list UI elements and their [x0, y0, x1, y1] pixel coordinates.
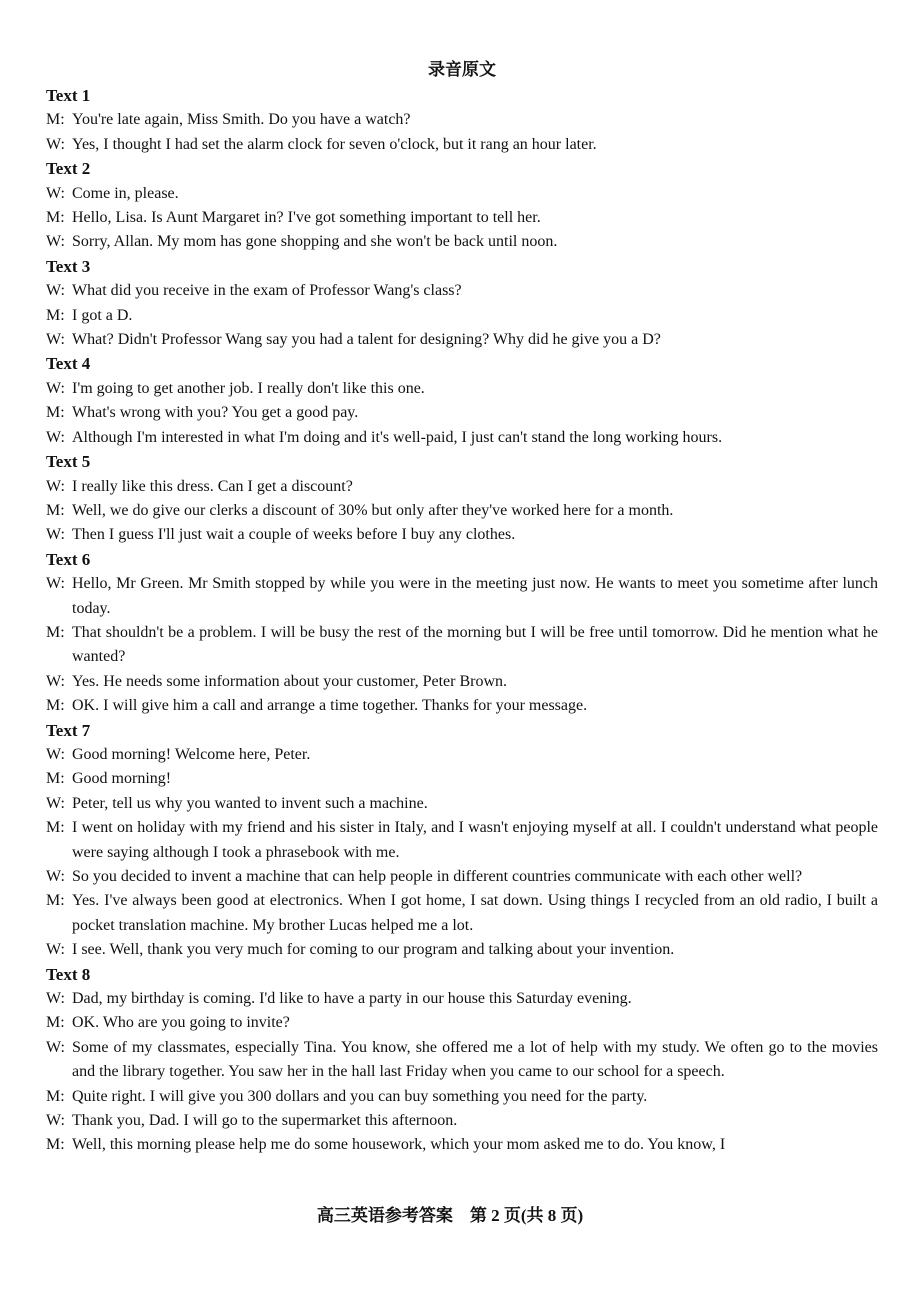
dialogue-text: What? Didn't Professor Wang say you had a talent for designing? Why did he give you a D? — [72, 331, 661, 349]
text-section — [46, 450, 878, 548]
text-section — [46, 255, 878, 353]
speaker-label: W: — [46, 868, 65, 885]
speaker-label: M: — [46, 111, 65, 129]
dialogue-text: Yes. He needs some information about your customer, Peter Brown. — [72, 672, 507, 690]
section-heading: Text 6 — [46, 549, 91, 569]
dialogue-line — [46, 1085, 878, 1109]
section-heading: Text 1 — [46, 86, 91, 105]
dialogue-text: Sorry, Allan. My mom has gone shopping and she won't be back until noon. — [72, 233, 558, 251]
dialogue-text: What did you receive in the exam of Professor Wang's class? — [72, 282, 462, 300]
dialogue-line — [46, 426, 878, 450]
speaker-label: W: — [46, 794, 65, 812]
dialogue-text: I went on holiday with my friend and his sister in Italy, and I wasn't enjoying myself at all. I couldn't understand what people were saying although I took a phrasebook with me. — [72, 819, 878, 861]
dialogue-line — [46, 499, 878, 523]
speaker-label: W: — [46, 745, 65, 763]
dialogue-text: I really like this dress. Can I get a discount? — [72, 477, 353, 495]
dialogue-text: Hello, Mr Green. Mr Smith stopped by while you were in the meeting just now. He wants to meet you sometime after lunch today. — [72, 575, 878, 617]
speaker-label: W: — [46, 184, 65, 202]
speaker-label: W: — [46, 1038, 65, 1056]
speaker-label: W: — [46, 233, 65, 251]
dialogue-text: Hello, Lisa. Is Aunt Margaret in? I've got something important to tell her. — [72, 209, 541, 227]
dialogue-line — [46, 377, 878, 401]
dialogue-text: Quite right. I will give you 300 dollars and you can buy something you need for the party. — [72, 1087, 648, 1105]
speaker-label: W: — [46, 282, 65, 300]
speaker-label: W: — [46, 672, 65, 690]
speaker-label: W: — [46, 941, 65, 959]
speaker-label: W: — [46, 331, 65, 349]
dialogue-text: OK. Who are you going to invite? — [72, 1014, 290, 1032]
dialogue-line — [46, 889, 878, 938]
dialogue-text: Some of my classmates, especially Tina. You know, she offered me a lot of help with my study. We often go to the movies and the library together. You saw her in the hall last Friday when you came to our school for a speech. — [72, 1038, 878, 1081]
dialogue-line — [46, 670, 878, 694]
dialogue-text: I got a D. — [72, 306, 133, 324]
dialogue-line — [46, 1109, 878, 1133]
speaker-label: W: — [46, 990, 65, 1008]
speaker-label: M: — [46, 209, 65, 227]
dialogue-line — [46, 206, 878, 230]
dialogue-text: Well, we do give our clerks a discount of 30% but only after they've worked here for a month. — [72, 501, 674, 519]
speaker-label: M: — [46, 770, 65, 788]
dialogue-text: So you decided to invent a machine that can help people in different countries communicate with each other well? — [72, 868, 803, 885]
speaker-label: M: — [46, 1014, 65, 1032]
dialogue-line — [46, 108, 878, 132]
text-section — [46, 963, 878, 1158]
dialogue-line — [46, 938, 878, 962]
section-heading: Text 8 — [46, 964, 91, 984]
speaker-label: M: — [46, 1087, 65, 1105]
dialogue-line — [46, 621, 878, 670]
dialogue-line — [46, 694, 878, 718]
section-heading: Text 7 — [46, 720, 91, 740]
speaker-label: W: — [46, 379, 65, 397]
dialogue-text: That shouldn't be a problem. I will be busy the rest of the morning but I will be free until tomorrow. Did he mention what he wanted? — [72, 623, 878, 666]
speaker-label: M: — [46, 623, 65, 641]
speaker-label: M: — [46, 697, 65, 715]
speaker-label: W: — [46, 526, 65, 544]
page-title: 录音原文 — [428, 60, 496, 79]
dialogue-line — [46, 816, 878, 865]
dialogue-line — [46, 133, 878, 157]
dialogue-line — [46, 987, 878, 1011]
dialogue-line — [46, 230, 878, 254]
text-section — [46, 548, 878, 719]
speaker-label: M: — [46, 1136, 65, 1154]
text-section — [46, 157, 878, 255]
dialogue-text: Yes, I thought I had set the alarm clock for seven o'clock, but it rang an hour later. — [72, 135, 597, 153]
text-section — [46, 84, 878, 157]
section-heading: Text 4 — [46, 354, 91, 374]
dialogue-text: Good morning! Welcome here, Peter. — [72, 745, 311, 763]
dialogue-text: Well, this morning please help me do some housework, which your mom asked me to do. You know, I — [72, 1136, 726, 1154]
speaker-label: M: — [46, 404, 65, 422]
speaker-label: M: — [46, 892, 65, 910]
dialogue-text: Good morning! — [72, 770, 172, 788]
dialogue-line — [46, 1011, 878, 1035]
section-heading: Text 2 — [46, 159, 91, 179]
speaker-label: W: — [46, 428, 65, 446]
speaker-label: M: — [46, 819, 65, 837]
dialogue-text: Thank you, Dad. I will go to the supermarket this afternoon. — [72, 1112, 458, 1130]
dialogue-text: OK. I will give him a call and arrange a time together. Thanks for your message. — [72, 697, 588, 715]
section-heading: Text 5 — [46, 452, 91, 472]
text-section — [46, 719, 878, 963]
text-section — [46, 352, 878, 450]
dialogue-line — [46, 523, 878, 547]
speaker-label: W: — [46, 1112, 65, 1130]
page-footer: 高三英语参考答案 第 2 页(共 8 页) — [316, 1206, 584, 1225]
transcript-body — [46, 84, 878, 1158]
dialogue-line — [46, 743, 878, 767]
speaker-label: W: — [46, 575, 65, 593]
dialogue-line — [46, 572, 878, 621]
dialogue-line — [46, 865, 878, 889]
dialogue-line — [46, 304, 878, 328]
speaker-label: W: — [46, 477, 65, 495]
dialogue-text: Come in, please. — [72, 184, 179, 202]
dialogue-line — [46, 475, 878, 499]
dialogue-line — [46, 792, 878, 816]
dialogue-text: Although I'm interested in what I'm doing and it's well-paid, I just can't stand the long working hours. — [72, 428, 723, 446]
dialogue-text: Yes. I've always been good at electronics. When I got home, I sat down. Using things I recycled from an old radio, I built a pocket translation machine. My brother Lucas helped me a lot. — [72, 892, 878, 934]
speaker-label: M: — [46, 306, 65, 324]
dialogue-line — [46, 767, 878, 791]
dialogue-text: You're late again, Miss Smith. Do you have a watch? — [72, 111, 411, 129]
dialogue-line — [46, 279, 878, 303]
speaker-label: M: — [46, 501, 65, 519]
dialogue-line — [46, 1133, 878, 1157]
speaker-label: W: — [46, 135, 65, 153]
dialogue-text: Then I guess I'll just wait a couple of weeks before I buy any clothes. — [72, 526, 516, 544]
dialogue-line — [46, 182, 878, 206]
dialogue-line — [46, 1036, 878, 1085]
dialogue-text: Peter, tell us why you wanted to invent such a machine. — [72, 794, 428, 812]
dialogue-text: Dad, my birthday is coming. I'd like to have a party in our house this Saturday evening. — [72, 990, 632, 1008]
dialogue-text: What's wrong with you? You get a good pay. — [72, 404, 359, 422]
dialogue-text: I see. Well, thank you very much for coming to our program and talking about your invention. — [72, 941, 675, 959]
section-heading: Text 3 — [46, 256, 91, 276]
dialogue-line — [46, 401, 878, 425]
dialogue-line — [46, 328, 878, 352]
dialogue-text: I'm going to get another job. I really don't like this one. — [72, 379, 425, 397]
